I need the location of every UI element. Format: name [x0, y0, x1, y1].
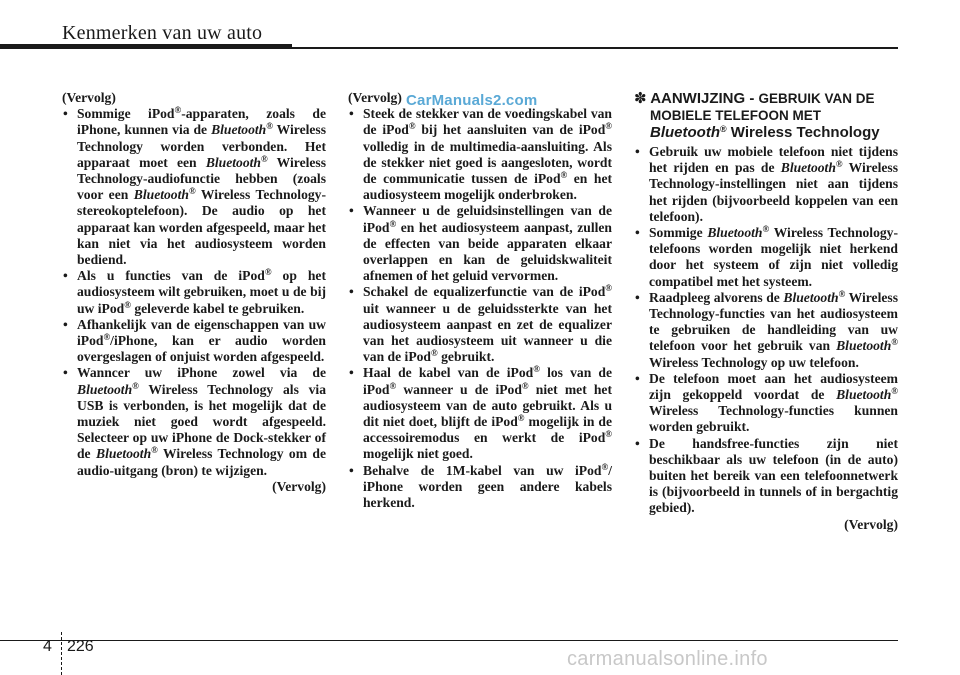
- registered-mark: ®: [838, 288, 846, 299]
- registered-mark: ®: [188, 186, 196, 197]
- registered-mark: ®: [389, 380, 397, 391]
- text-run: uit wanneer u de geluidssterkte van het audiosysteem aanpast en zet de equalizer van het audiosysteem uit wanneer u die van de iPod: [363, 300, 612, 365]
- text-run: Als u functies van de iPod: [77, 268, 265, 284]
- notice-label: AANWIJZING -: [646, 90, 759, 107]
- registered-mark: ®: [266, 121, 273, 132]
- text-run: Schakel de equalizerfunctie van de iPod: [363, 284, 606, 300]
- text-run: Wireless Technology op uw telefoon.: [649, 354, 859, 370]
- text-run: Wireless Technology-instellingen niet aan tijdens het rijden (bijvoorbeeld koppelen van een telefoon).: [649, 160, 898, 224]
- text-run: en het audiosysteem aanpast, zullen de effecten van beide apparaten elkaar overlappen en kan de geluidskwaliteit afnemen of het geluid vervormen.: [363, 219, 612, 284]
- text-run: Gebruik uw mobiele telefoon niet tijdens het rijden en pas de: [649, 144, 898, 176]
- text-column-3: [634, 90, 898, 533]
- continued-label-bottom: (Vervolg): [272, 478, 326, 494]
- text-run: op het audiosysteem wilt gebruiken, moet u de bij uw iPod: [77, 268, 326, 316]
- list-item: [634, 290, 898, 371]
- page-title: Kenmerken van uw auto: [62, 22, 263, 44]
- text-run: Haal de kabel van de iPod: [363, 365, 534, 381]
- text-run: gebruikt.: [437, 349, 495, 365]
- bluetooth-term: Bluetooth: [780, 160, 836, 176]
- bluetooth-term: Bluetooth: [836, 338, 892, 354]
- header-rule-thin: [292, 47, 898, 49]
- footer-rule: [0, 640, 898, 641]
- registered-mark: ®: [103, 332, 111, 343]
- list-item: [634, 144, 898, 225]
- watermark-carmanualsonline: carmanualsonline.info: [567, 648, 768, 670]
- text-run: wanneer u de iPod: [396, 381, 522, 397]
- list-item: [348, 463, 612, 512]
- bluetooth-term: Bluetooth: [133, 187, 189, 203]
- text-column-2: [348, 90, 612, 511]
- notice-title: GEBRUIK VAN DE MOBIELE TELEFOON MET: [650, 91, 875, 123]
- page-number: 226: [67, 638, 94, 655]
- text-run: Wireless Technology worden verbonden. Het apparaat moet een: [77, 122, 326, 170]
- list-item: [62, 106, 326, 268]
- footer-divider: [61, 632, 63, 675]
- text-run: Wireless Technology om de audio-uitgang (bron) te wijzigen.: [77, 446, 327, 478]
- list-item: [62, 317, 326, 366]
- bluetooth-term: Bluetooth: [707, 225, 763, 241]
- registered-mark: ®: [891, 337, 898, 348]
- text-run: Wanneer u de geluidsinstellingen van de iPod: [363, 203, 612, 235]
- list-item: [634, 371, 898, 436]
- bluetooth-term: Bluetooth: [650, 124, 720, 141]
- bullet-list: [348, 106, 612, 511]
- notice-heading: [634, 90, 898, 141]
- text-run: bij het aansluiten van de iPod: [415, 122, 606, 138]
- list-item: [62, 268, 326, 317]
- registered-mark: ®: [719, 124, 727, 134]
- text-run: los van de iPod: [363, 365, 612, 397]
- registered-mark: ®: [560, 170, 568, 181]
- registered-mark: ®: [389, 218, 397, 229]
- continued-label-top: (Vervolg): [62, 90, 116, 105]
- bluetooth-term: Bluetooth: [836, 387, 892, 403]
- bluetooth-term: Bluetooth: [211, 122, 267, 138]
- list-item: [62, 365, 326, 478]
- registered-mark: ®: [517, 413, 525, 424]
- registered-mark: ®: [408, 121, 416, 132]
- text-run: Raadpleeg alvorens de: [649, 289, 784, 305]
- text-run: Wireless Technology-telefoons worden mogelijk niet herkend door het systeem of zijn niet volledig compatibel met het systeem.: [649, 225, 898, 289]
- text-run: Wireless Technology-audiofunctie hebben (zoals voor een: [77, 154, 327, 203]
- text-run: -apparaten, zoals de iPhone, kunnen via de: [77, 106, 326, 138]
- continued-label-bottom: (Vervolg): [844, 516, 898, 532]
- list-item: [348, 365, 612, 462]
- list-item: [348, 203, 612, 284]
- text-column-1: [62, 90, 326, 495]
- registered-mark: ®: [605, 283, 612, 294]
- registered-mark: ®: [835, 159, 843, 170]
- registered-mark: ®: [260, 153, 268, 164]
- continued-label-top: (Vervolg): [348, 90, 402, 105]
- registered-mark: ®: [174, 105, 182, 116]
- text-run: Sommige: [649, 225, 708, 241]
- registered-mark: ®: [605, 121, 612, 132]
- text-run: Wireless Technology-functies kunnen worden gebruikt.: [649, 403, 898, 435]
- bluetooth-term: Bluetooth: [205, 154, 261, 170]
- registered-mark: ®: [762, 224, 770, 235]
- text-run: Wanncer uw iPhone zowel via de: [77, 365, 326, 381]
- notice-title-end: Wireless Technology: [726, 124, 880, 141]
- watermark-carmanuals2: CarManuals2.com: [406, 92, 538, 109]
- text-run: Wireless Technology-functies van het audiosysteem te gebruiken de handleiding van uw telefoon voor het gebruik van: [649, 289, 898, 354]
- registered-mark: ®: [151, 445, 158, 456]
- page-footer: [0, 628, 960, 675]
- bullet-list: [634, 144, 898, 517]
- registered-mark: ®: [533, 364, 540, 375]
- chapter-number: 4: [43, 638, 52, 655]
- list-item: [348, 106, 612, 203]
- text-run: niet met het audiosysteem van de auto gebruikt. Als u dit niet doet, blijft de iPod: [363, 381, 612, 430]
- list-item: [348, 284, 612, 365]
- text-run: De telefoon moet aan het audiosysteem zijn gekoppeld voordat de: [649, 370, 898, 403]
- list-item: [634, 225, 898, 290]
- text-run: / iPhone worden geen andere kabels herkend.: [363, 462, 612, 511]
- text-run: Sommige iPod: [77, 106, 175, 122]
- text-run: en het audiosysteem mogelijk onderbroken.: [363, 171, 613, 203]
- page-header: [0, 0, 960, 52]
- text-run: Wireless Technology-stereokoptelefoon). De audio op het apparaat kan worden afgespeeld, maar het kan niet via het audiosysteem worden bediend.: [77, 187, 327, 268]
- bullet-list: [62, 106, 326, 479]
- registered-mark: ®: [132, 380, 139, 391]
- text-run: mogelijk in de accessoiremodus en werkt de iPod: [363, 414, 612, 446]
- registered-mark: ®: [124, 299, 131, 310]
- bluetooth-term: Bluetooth: [77, 381, 133, 397]
- text-run: Behalve de 1M-kabel van uw iPod: [363, 462, 602, 478]
- bluetooth-term: Bluetooth: [96, 446, 152, 462]
- text-run: /iPhone, kan er audio worden overgeslagen of onjuist worden afgespeeld.: [77, 333, 326, 365]
- text-run: Afhankelijk van de eigenschappen van uw iPod: [77, 316, 326, 349]
- text-run: geleverde kabel te gebruiken.: [130, 300, 305, 316]
- registered-mark: ®: [891, 386, 898, 397]
- list-item: [634, 436, 898, 517]
- notice-star-icon: ✽: [634, 90, 647, 107]
- header-rule-thick: [0, 44, 292, 49]
- text-run: volledig in de multimedia-aansluiting. Als de stekker niet goed is aangesloten, wordt de communicatie tussen de iPod: [363, 138, 612, 187]
- registered-mark: ®: [430, 348, 438, 359]
- text-run: Steek de stekker van de voedingskabel van de iPod: [363, 106, 612, 138]
- text-run: De handsfree-functies zijn niet beschikbaar als uw telefoon (in de auto) buiten het bereik van een telefoonnetwerk is (bijvoorbeeld in tunnels of in bergachtig gebied).: [649, 435, 898, 516]
- text-run: mogelijk niet goed.: [363, 446, 473, 462]
- registered-mark: ®: [601, 461, 609, 472]
- registered-mark: ®: [264, 267, 272, 278]
- registered-mark: ®: [521, 380, 529, 391]
- registered-mark: ®: [605, 429, 612, 440]
- bluetooth-term: Bluetooth: [783, 289, 839, 305]
- text-run: Wireless Technology als via USB is verbonden, is het mogelijk dat de muziek niet goed wordt afgespeeld. Selecteer op uw iPhone de Dock-stekker of de: [77, 381, 326, 462]
